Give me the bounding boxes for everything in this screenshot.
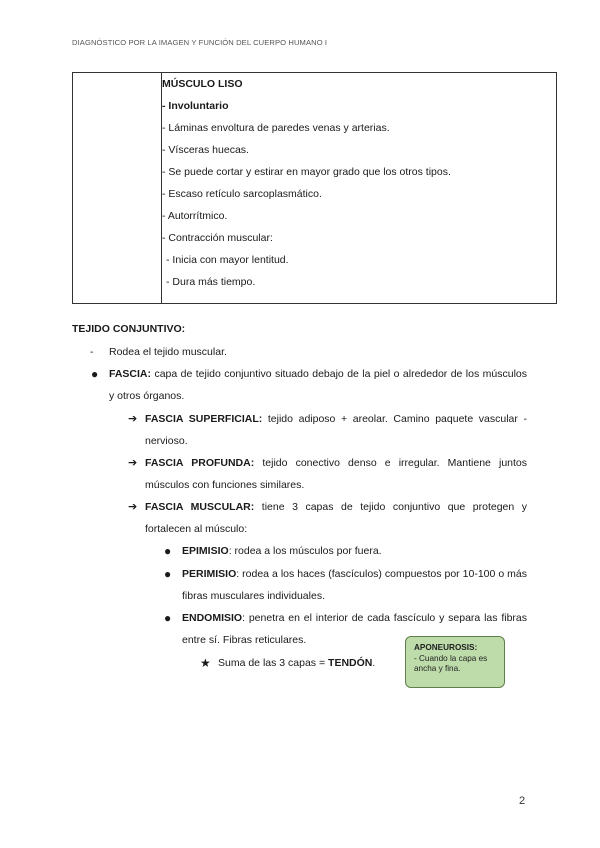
fascia-paragraph — [109, 363, 527, 407]
layer-label: ENDOMISIO — [182, 612, 243, 624]
arrow-bullet: ➔ — [128, 413, 138, 425]
dash-item: Rodea el tejido muscular. — [109, 346, 227, 358]
layer-perimisio — [182, 563, 527, 607]
subitem-label: FASCIA SUPERFICIAL: — [145, 413, 263, 425]
muscle-table — [72, 72, 557, 304]
bullet-dot: ● — [164, 567, 172, 581]
sum-end: . — [372, 657, 376, 669]
section-title: TEJIDO CONJUNTIVO: — [72, 323, 186, 335]
layer-label: EPIMISIO — [182, 545, 229, 557]
table-item: - Contracción muscular: — [162, 232, 273, 244]
bullet-dot: ● — [164, 611, 172, 625]
fascia-profunda — [145, 452, 527, 496]
arrow-bullet: ➔ — [128, 501, 138, 513]
bullet-dot: ● — [164, 544, 172, 558]
layer-epimisio — [182, 540, 527, 562]
table-item: - Escaso retículo sarcoplasmático. — [162, 188, 322, 200]
subitem-label: FASCIA PROFUNDA: — [145, 457, 255, 469]
page-number: 2 — [519, 795, 526, 807]
page-header: DIAGNÓSTICO POR LA IMAGEN Y FUNCIÓN DEL CUERPO HUMANO I — [72, 38, 328, 47]
arrow-bullet: ➔ — [128, 457, 138, 469]
table-item: - Involuntario — [162, 100, 229, 112]
note-text: - Cuando la capa es ancha y fina. — [414, 653, 488, 673]
dash-bullet: - — [90, 346, 94, 358]
table-subitem: - Dura más tiempo. — [166, 276, 256, 288]
aponeurosis-note — [405, 636, 505, 688]
subitem-label: FASCIA MUSCULAR: — [145, 501, 255, 513]
layer-text: : penetra en el interior de cada fascículo y separa las fibras entre sí. Fibras reticulares. — [182, 612, 527, 646]
subitem-text: tejido adiposo + areolar. Camino paquete vascular - nervioso. — [145, 413, 528, 447]
subitem-text: tejido conectivo denso e irregular. Mantiene juntos músculos con funciones similares. — [145, 457, 528, 491]
note-title: APONEUROSIS: — [414, 643, 478, 652]
layer-text: : rodea a los haces (fascículos) compuestos por 10-100 o más fibras musculares individuales. — [182, 568, 527, 602]
table-subitem: - Inicia con mayor lentitud. — [166, 254, 289, 266]
subitem-text: tiene 3 capas de tejido conjuntivo que protegen y fortalecen al músculo: — [145, 501, 528, 535]
layer-text: : rodea a los músculos por fuera. — [228, 545, 382, 557]
fascia-superficial — [145, 408, 527, 452]
fascia-muscular — [145, 496, 527, 540]
table-item: - Autorrítmico. — [162, 210, 228, 222]
bullet-dot: ● — [91, 367, 99, 381]
sum-line — [218, 652, 375, 674]
star-icon: ★ — [200, 656, 211, 670]
fascia-label: FASCIA: — [109, 368, 151, 380]
table-title: MÚSCULO LISO — [162, 78, 243, 90]
table-content-cell — [162, 73, 557, 304]
sum-text: Suma de las 3 capas = — [218, 657, 329, 669]
sum-bold: TENDÓN — [328, 657, 373, 669]
table-empty-cell — [73, 73, 162, 304]
layer-label: PERIMISIO — [182, 568, 237, 580]
table-item: - Vísceras huecas. — [162, 144, 249, 156]
table-item: - Se puede cortar y estirar en mayor grado que los otros tipos. — [162, 166, 451, 178]
table-item: - Láminas envoltura de paredes venas y arterias. — [162, 122, 390, 134]
fascia-text: capa de tejido conjuntivo situado debajo de la piel o alrededor de los músculos y otros órganos. — [109, 368, 528, 402]
